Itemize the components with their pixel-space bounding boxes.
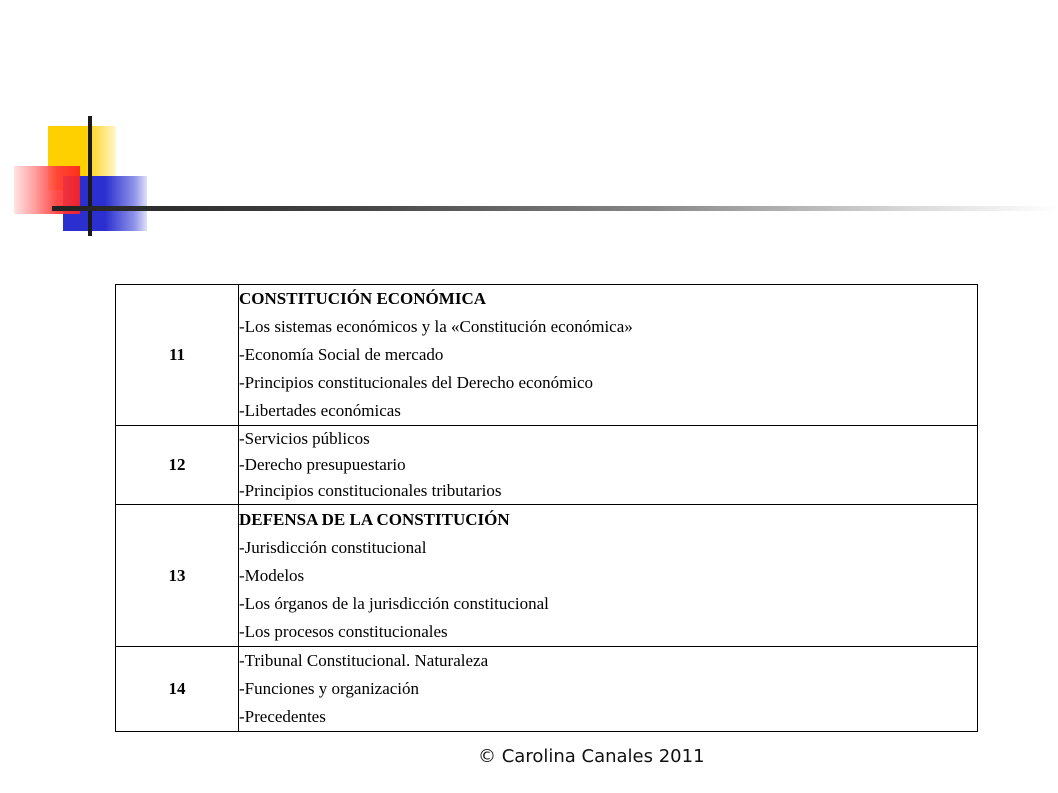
topic-content — [239, 647, 978, 732]
table-row — [116, 426, 978, 505]
topic-line: -Derecho presupuestario — [239, 455, 406, 474]
topic-number: 11 — [116, 285, 239, 426]
topic-line: -Jurisdicción constitucional — [239, 537, 427, 557]
topic-line: -Modelos — [239, 565, 305, 585]
header-divider-line — [52, 206, 1058, 211]
topic-content — [239, 285, 978, 426]
topic-line: -Precedentes — [239, 707, 326, 726]
topic-line: -Los órganos de la jurisdicción constitucional — [239, 593, 549, 613]
topics-table — [115, 284, 978, 732]
logo-vertical-line — [88, 116, 92, 236]
topic-line: -Principios constitucionales tributarios — [239, 481, 502, 500]
table-row — [116, 647, 978, 732]
topic-line: -Los sistemas económicos y la «Constitución económica» — [239, 317, 633, 336]
topic-number: 12 — [116, 426, 239, 505]
topic-number: 14 — [116, 647, 239, 732]
topic-line: -Libertades económicas — [239, 401, 401, 420]
topic-heading: DEFENSA DE LA CONSTITUCIÓN — [239, 509, 510, 529]
topic-line: -Servicios públicos — [239, 429, 370, 448]
topic-line: -Economía Social de mercado — [239, 345, 444, 364]
topic-line: -Los procesos constitucionales — [239, 621, 448, 641]
table-row — [116, 285, 978, 426]
topic-line: -Tribunal Constitucional. Naturaleza — [239, 651, 489, 670]
topic-line: -Funciones y organización — [239, 679, 420, 698]
topic-line: -Principios constitucionales del Derecho económico — [239, 373, 594, 392]
topic-heading: CONSTITUCIÓN ECONÓMICA — [239, 289, 486, 308]
topic-content — [239, 426, 978, 505]
copyright-footer: © Carolina Canales 2011 — [478, 746, 705, 767]
topic-content — [239, 505, 978, 647]
topic-number: 13 — [116, 505, 239, 647]
table-row — [116, 505, 978, 647]
